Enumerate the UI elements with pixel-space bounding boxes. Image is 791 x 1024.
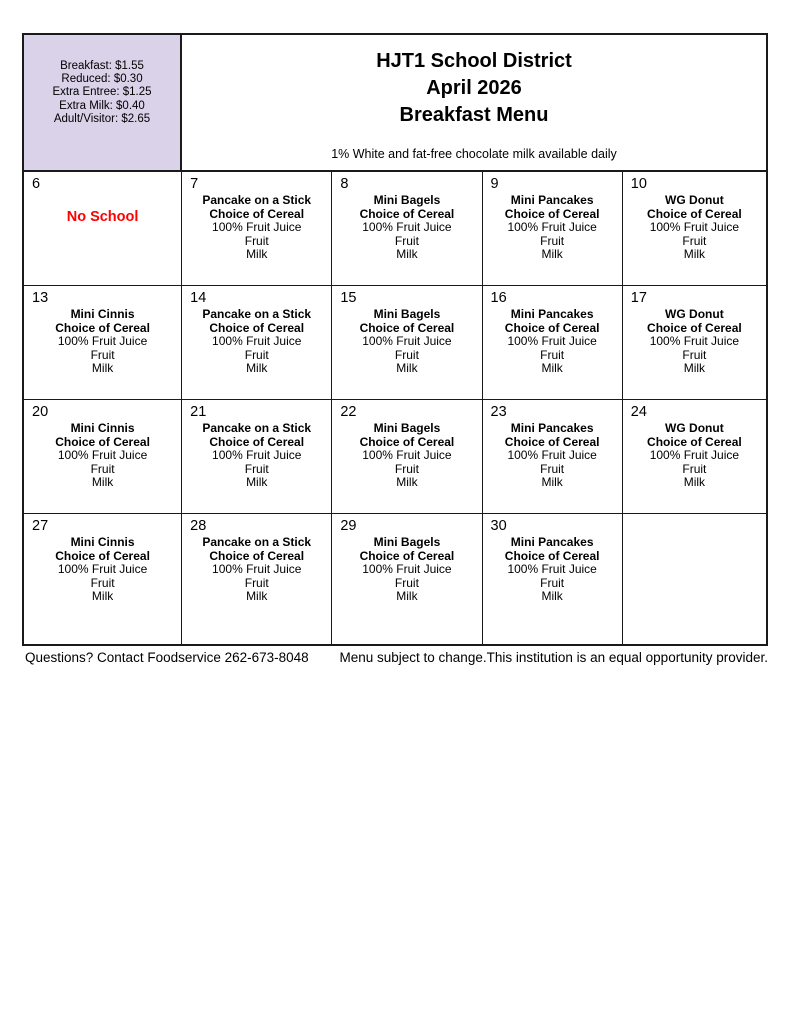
footer-contact: Questions? Contact Foodservice 262-673-8048 — [25, 650, 309, 665]
menu-item: Milk — [246, 475, 268, 490]
menu-item-list — [623, 194, 766, 262]
calendar-day-cell-17 — [623, 286, 766, 400]
menu-item: Fruit — [682, 347, 707, 362]
calendar-day-cell-29 — [332, 514, 482, 644]
menu-item: Choice of Cereal — [209, 320, 305, 335]
day-number: 16 — [490, 290, 507, 306]
calendar-empty-cell — [623, 514, 766, 644]
menu-item-list — [332, 422, 481, 490]
menu-item: Fruit — [90, 575, 115, 590]
calendar-day-cell-27 — [24, 514, 182, 644]
calendar-day-cell-14 — [182, 286, 332, 400]
menu-item: Fruit — [244, 575, 269, 590]
menu-item: 100% Fruit Juice — [212, 448, 302, 463]
day-number: 6 — [32, 176, 41, 192]
menu-item: Fruit — [682, 233, 707, 248]
menu-item: Pancake on a Stick — [202, 535, 312, 549]
menu-item: 100% Fruit Juice — [362, 334, 452, 349]
day-number: 30 — [490, 518, 507, 534]
day-number: 7 — [190, 176, 199, 192]
menu-item: 100% Fruit Juice — [57, 334, 148, 349]
menu-item-list — [182, 422, 331, 490]
menu-item: 100% Fruit Juice — [212, 562, 302, 577]
price-breakfast: Breakfast: $1.55 — [60, 60, 144, 72]
menu-item: Choice of Cereal — [647, 206, 742, 221]
menu-item-list — [24, 422, 181, 490]
menu-item: Fruit — [90, 461, 115, 476]
day-number: 17 — [630, 290, 647, 306]
menu-item: Mini Cinnis — [70, 535, 135, 549]
menu-item: Fruit — [394, 575, 419, 590]
menu-item-list — [483, 308, 622, 376]
menu-item: Choice of Cereal — [359, 320, 455, 335]
menu-item: Milk — [91, 589, 114, 604]
day-number: 29 — [340, 518, 357, 534]
menu-item: Fruit — [244, 461, 269, 476]
milk-availability-note: 1% White and fat-free chocolate milk available daily — [331, 147, 617, 161]
calendar-day-cell-9 — [483, 172, 623, 286]
menu-item: 100% Fruit Juice — [649, 334, 740, 349]
calendar-grid — [24, 172, 766, 644]
calendar-day-cell-13 — [24, 286, 182, 400]
menu-item: 100% Fruit Juice — [212, 334, 302, 349]
menu-item-list — [24, 308, 181, 376]
menu-item: Choice of Cereal — [209, 206, 305, 221]
menu-item: Milk — [91, 361, 114, 376]
menu-item: 100% Fruit Juice — [362, 448, 452, 463]
menu-item: Milk — [541, 247, 563, 262]
day-number: 14 — [190, 290, 207, 306]
menu-item: Milk — [396, 247, 418, 262]
day-number: 27 — [32, 518, 49, 534]
menu-item: WG Donut — [665, 307, 724, 321]
menu-item: Choice of Cereal — [359, 548, 455, 563]
menu-item: Fruit — [540, 347, 565, 362]
calendar-day-cell-28 — [182, 514, 332, 644]
calendar-day-cell-10 — [623, 172, 766, 286]
menu-item: Choice of Cereal — [647, 320, 742, 335]
calendar-day-cell-30 — [483, 514, 623, 644]
day-number: 13 — [32, 290, 49, 306]
menu-item: Milk — [683, 361, 706, 376]
day-number: 21 — [190, 404, 207, 420]
month-title: April 2026 — [426, 77, 522, 99]
day-number: 28 — [190, 518, 207, 534]
menu-item: Fruit — [682, 461, 707, 476]
price-adult-visitor: Adult/Visitor: $2.65 — [53, 112, 151, 125]
menu-item: Milk — [396, 475, 418, 490]
day-number: 10 — [630, 176, 647, 192]
menu-item: Choice of Cereal — [209, 434, 305, 449]
menu-item-list — [623, 308, 766, 376]
day-number: 15 — [340, 290, 357, 306]
menu-item-list — [483, 536, 622, 604]
menu-item: Mini Pancakes — [510, 535, 594, 549]
menu-item: Fruit — [90, 347, 115, 362]
menu-item: Mini Pancakes — [510, 421, 594, 435]
menu-item: Fruit — [244, 233, 269, 248]
menu-item: Choice of Cereal — [55, 548, 150, 563]
menu-item: Mini Pancakes — [510, 193, 594, 207]
calendar-day-cell-23 — [483, 400, 623, 514]
calendar-day-cell-21 — [182, 400, 332, 514]
menu-item: Fruit — [540, 461, 565, 476]
menu-item-list — [332, 536, 481, 604]
menu-item-list — [483, 194, 622, 262]
menu-item: Mini Cinnis — [70, 421, 135, 435]
menu-item: Mini Bagels — [373, 421, 441, 435]
menu-item: 100% Fruit Juice — [507, 562, 597, 577]
menu-item: WG Donut — [665, 421, 724, 435]
day-number: 20 — [32, 404, 49, 420]
menu-item: 100% Fruit Juice — [649, 448, 740, 463]
menu-item: Choice of Cereal — [504, 548, 600, 563]
menu-item: Milk — [396, 589, 418, 604]
menu-item: Pancake on a Stick — [202, 421, 312, 435]
menu-item: 100% Fruit Juice — [57, 448, 148, 463]
menu-item-list — [182, 308, 331, 376]
calendar-day-cell-8 — [332, 172, 482, 286]
menu-item: 100% Fruit Juice — [649, 220, 740, 235]
price-reduced: Reduced: $0.30 — [61, 73, 143, 86]
price-extra-entree: Extra Entree: $1.25 — [52, 86, 152, 99]
menu-item: Choice of Cereal — [359, 434, 455, 449]
menu-item: Choice of Cereal — [504, 206, 600, 221]
calendar-day-cell-22 — [332, 400, 482, 514]
menu-item-list — [182, 536, 331, 604]
menu-item-list — [182, 194, 331, 262]
menu-item: Milk — [246, 247, 268, 262]
menu-item: 100% Fruit Juice — [507, 448, 597, 463]
menu-item: Milk — [683, 247, 706, 262]
menu-item-list — [483, 422, 622, 490]
menu-item: WG Donut — [665, 193, 724, 207]
menu-item: Mini Bagels — [373, 535, 441, 549]
breakfast-menu-calendar — [22, 33, 768, 646]
menu-item-list — [24, 536, 181, 604]
menu-item: 100% Fruit Juice — [362, 220, 452, 235]
calendar-day-cell-6 — [24, 172, 182, 286]
menu-item: Choice of Cereal — [55, 434, 150, 449]
menu-item: Milk — [91, 475, 114, 490]
calendar-day-cell-24 — [623, 400, 766, 514]
day-number: 8 — [340, 176, 349, 192]
day-number: 23 — [490, 404, 507, 420]
menu-item: Choice of Cereal — [504, 320, 600, 335]
calendar-footer — [25, 650, 768, 666]
menu-item: Milk — [246, 589, 268, 604]
day-number — [623, 514, 766, 518]
title-cell — [182, 35, 766, 170]
menu-item: 100% Fruit Juice — [57, 562, 148, 577]
calendar-day-cell-15 — [332, 286, 482, 400]
calendar-header — [24, 35, 766, 172]
menu-item: Milk — [541, 361, 563, 376]
menu-item: Fruit — [540, 575, 565, 590]
menu-item: Milk — [396, 361, 418, 376]
no-school-label: No School — [66, 209, 139, 225]
menu-item: Choice of Cereal — [209, 548, 305, 563]
calendar-day-cell-20 — [24, 400, 182, 514]
menu-item: Choice of Cereal — [647, 434, 742, 449]
menu-item-list — [332, 194, 481, 262]
menu-item: Milk — [541, 589, 563, 604]
menu-item: Mini Pancakes — [510, 307, 594, 321]
menu-item: Mini Bagels — [373, 193, 441, 207]
menu-item: Milk — [683, 475, 706, 490]
menu-item: Pancake on a Stick — [202, 307, 312, 321]
calendar-day-cell-16 — [483, 286, 623, 400]
menu-item: Choice of Cereal — [504, 434, 600, 449]
menu-item: Milk — [541, 475, 563, 490]
menu-item: Pancake on a Stick — [202, 193, 312, 207]
menu-item: Choice of Cereal — [359, 206, 455, 221]
menu-item: Milk — [246, 361, 268, 376]
menu-item: 100% Fruit Juice — [507, 334, 597, 349]
calendar-day-cell-7 — [182, 172, 332, 286]
menu-item: Fruit — [394, 461, 419, 476]
price-extra-milk: Extra Milk: $0.40 — [59, 99, 145, 112]
menu-item: Mini Bagels — [373, 307, 441, 321]
menu-item: 100% Fruit Juice — [212, 220, 302, 235]
day-number: 22 — [340, 404, 357, 420]
menu-item: Mini Cinnis — [70, 307, 135, 321]
menu-item-list — [623, 422, 766, 490]
day-number: 9 — [490, 176, 499, 192]
menu-title: Breakfast Menu — [399, 104, 549, 126]
menu-item: Choice of Cereal — [55, 320, 150, 335]
menu-item: Fruit — [244, 347, 269, 362]
menu-item: Fruit — [540, 233, 565, 248]
menu-item: Fruit — [394, 347, 419, 362]
menu-item: Fruit — [394, 233, 419, 248]
menu-item-list — [332, 308, 481, 376]
price-box — [24, 35, 182, 170]
day-number: 24 — [630, 404, 647, 420]
menu-item: 100% Fruit Juice — [507, 220, 597, 235]
menu-item: 100% Fruit Juice — [362, 562, 452, 577]
footer-disclaimer: Menu subject to change.This institution is an equal opportunity provider. — [339, 650, 768, 665]
district-title: HJT1 School District — [376, 50, 572, 72]
